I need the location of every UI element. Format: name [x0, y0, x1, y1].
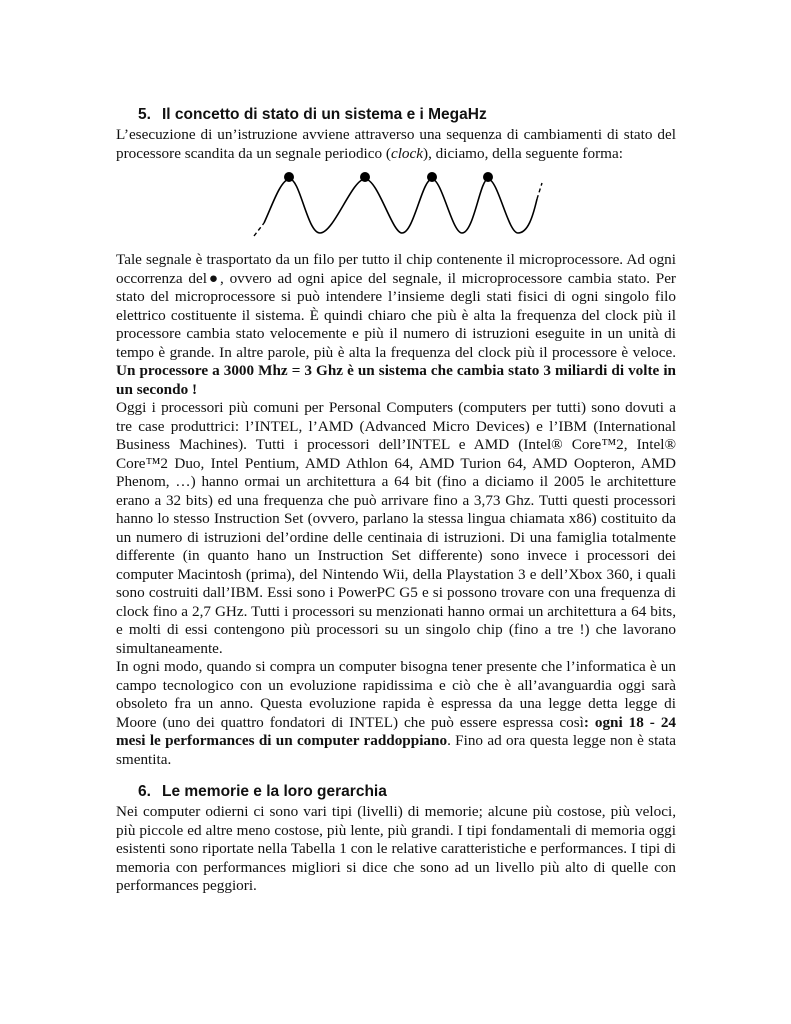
clock-signal-diagram — [252, 171, 552, 245]
p3-text-b: . Fino ad ora questa legge non è stata smentita. — [116, 732, 676, 768]
intro-text-b: ), diciamo, della seguente forma: — [423, 144, 623, 162]
section-5-number: 5. — [138, 106, 151, 123]
intro-text-a: L’esecuzione di un’istruzione avviene attraverso una sequenza di cambiamenti di stato del processore scandita da un segnale periodico ( — [116, 126, 676, 162]
section-5-paragraph-3 — [116, 658, 676, 769]
section-6-heading — [138, 781, 676, 803]
section-5-title: Il concetto di stato di un sistema e i MegaHz — [162, 106, 487, 123]
section-6-number: 6. — [138, 783, 151, 800]
p1-text-a: Tale segnale è trasportato da un filo per tutto il chip contenente il microprocessore. Ad ogni occorrenza del — [116, 251, 676, 287]
section-5-paragraph-1 — [116, 251, 676, 399]
intro-clock-word: clock — [390, 144, 424, 162]
p3-text-a: In ogni modo, quando si compra un computer bisogna tener presente che l’informatica è un campo tecnologico con un evoluzione rapidissima e ciò che è all’avanguardia oggi sarà obsoleto fra un anno. Questa evoluzione rapida è espressa da una legge detta legge di Moore (uno dei quattro fondatori di INTEL) che può essere espressa così — [116, 658, 676, 731]
p1-bold-statement: Un processore a 3000 Mhz = 3 Ghz è un sistema che cambia stato 3 miliardi di volte in un secondo ! — [116, 362, 676, 398]
section-6-paragraph-1: Nei computer odierni ci sono vari tipi (livelli) di memorie; alcune più costose, più veloci, più piccole ed altre meno costose, più lente, più grandi. I tipi fondamentali di memoria oggi esistenti sono riportate nella Tabella 1 con le relative caratteristiche e performances. I tipi di memoria con performances migliori si dice che sono ad un livello più alto di quelle con performances peggiori. — [116, 803, 676, 894]
p1-text-b: , ovvero ad ogni apice del segnale, il microprocessore cambia stato. Per stato del microprocessore si può intendere l’insieme degli stati fisici di ogni singolo filo elettrico costituente il sistema. È quindi chiaro che più è alta la frequenza del clock più il processore cambia stato velocemente e più il numero di istruzioni eseguite in un unità di tempo è grande. In altre parole, più è alta la frequenza del clock più il processore è veloce. — [116, 269, 676, 361]
section-5-heading — [138, 104, 676, 126]
section-5-paragraph-2: Oggi i processori più comuni per Personal Computers (computers per tutti) sono dovuti a tre case produttrici: l’INTEL, l’AMD (Advanced Micro Devices) e l’IBM (International Business Machines). Tutti i processori dell’INTEL e AMD (Intel® Core™2, Intel® Core™2 Duo, Intel Pentium, AMD Athlon 64, AMD Turion 64, AMD Oopteron, AMD Phenom, …) hanno ormai un architettura a 64 bit (fino a diciamo il 2005 le architetture erano a 32 bits) ed una frequenza che può arrivare fino a 3,73 Ghz. Tutti questi processori hanno lo stesso Instruction Set (ovvero, parlano la stessa lingua chiamata x86) costituito da un numero di istruzioni del’ordine delle centinaia di istruzioni. Di una famiglia totalmente differente (in quanto hano un Instruction Set differente) sono invece i processori dei computer Macintosh (prima), del Nintendo Wii, della Playstation 3 e dell’Xbox 360, i quali sono costruiti dall’IBM. Essi sono i PowerPC G5 e si possono trovare con una frequenza di clock fino a 2,7 GHz. Tutti i processori su menzionati hanno ormai un architettura a 64 bits, e molti di essi contengono più processori su un singolo chip (fino a tre !) che lavorano simultaneamente. — [116, 399, 676, 657]
clock-peak-marker-2 — [360, 172, 370, 182]
clock-dashed-end — [537, 183, 542, 199]
section-5-intro — [116, 126, 676, 163]
clock-peak-marker-3 — [427, 172, 437, 182]
section-6-title: Le memorie e la loro gerarchia — [162, 783, 387, 800]
clock-dashed-start — [254, 223, 264, 236]
clock-sine-wave — [264, 179, 537, 233]
document-page — [116, 104, 676, 896]
clock-peak-marker-1 — [284, 172, 294, 182]
clock-peak-marker-4 — [483, 172, 493, 182]
peak-dot-symbol: ● — [206, 269, 221, 287]
moore-law-bold: : ogni 18 - 24 mesi le performances di un computer raddoppiano — [116, 713, 677, 749]
